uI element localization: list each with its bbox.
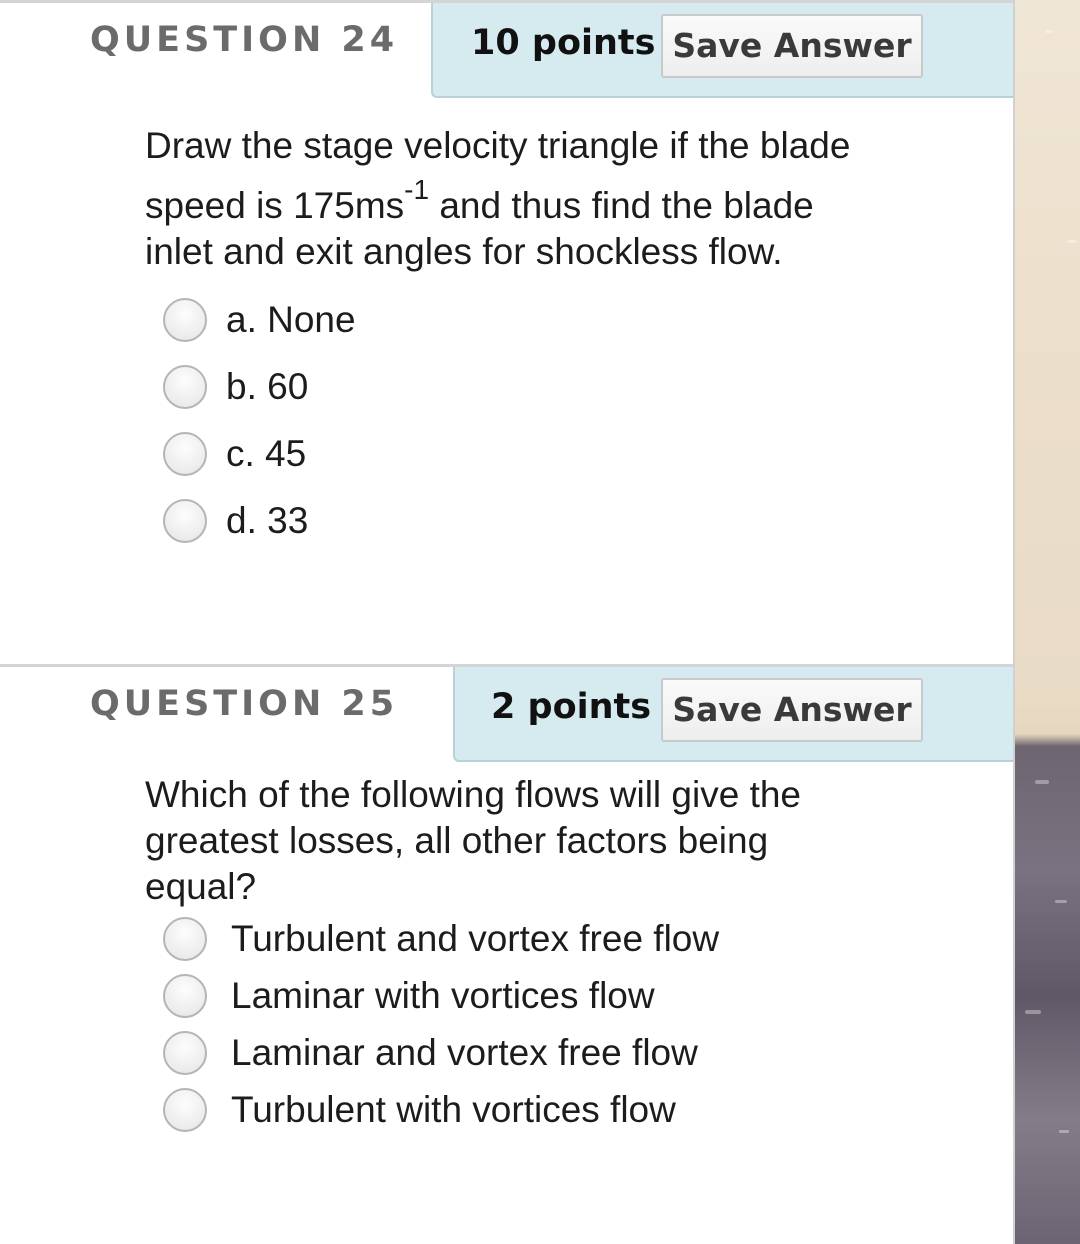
question-text-line: equal? <box>145 866 257 907</box>
answer-option[interactable] <box>163 916 719 962</box>
radio-button[interactable] <box>163 1088 207 1132</box>
save-answer-button[interactable]: Save Answer <box>661 14 923 78</box>
option-label[interactable]: d. 33 <box>226 500 309 541</box>
option-label[interactable]: Turbulent with vortices flow <box>231 1089 676 1130</box>
background-photo <box>1015 0 1080 1244</box>
answer-option[interactable] <box>163 973 655 1019</box>
question-number: QUESTION 24 <box>90 20 399 60</box>
radio-button[interactable] <box>163 365 207 409</box>
radio-button[interactable] <box>163 499 207 543</box>
points-label: 10 points <box>471 23 656 63</box>
option-label[interactable]: b. 60 <box>226 366 309 407</box>
points-label: 2 points <box>491 687 652 727</box>
answer-option[interactable] <box>163 498 308 544</box>
question-text-line: Which of the following flows will give the <box>145 774 802 815</box>
answer-option[interactable] <box>163 1030 698 1076</box>
save-answer-button[interactable]: Save Answer <box>661 678 923 742</box>
question-text <box>145 123 925 275</box>
question-number: QUESTION 25 <box>90 684 399 724</box>
superscript-exponent: -1 <box>404 173 430 205</box>
question-text-line: inlet and exit angles for shockless flow. <box>145 231 783 272</box>
answer-option[interactable] <box>163 431 306 477</box>
question-text <box>145 772 925 910</box>
question-25 <box>0 664 1013 1244</box>
option-label[interactable]: c. 45 <box>226 433 307 474</box>
radio-button[interactable] <box>163 974 207 1018</box>
option-label[interactable]: a. None <box>226 299 356 340</box>
option-label[interactable]: Turbulent and vortex free flow <box>231 918 720 959</box>
answer-option[interactable] <box>163 297 356 343</box>
answer-option[interactable] <box>163 1087 676 1133</box>
question-text-fragment: speed is 175ms <box>145 185 405 226</box>
radio-button[interactable] <box>163 432 207 476</box>
option-label[interactable]: Laminar with vortices flow <box>231 975 655 1016</box>
question-header <box>431 3 1013 98</box>
option-label[interactable]: Laminar and vortex free flow <box>231 1032 698 1073</box>
radio-button[interactable] <box>163 917 207 961</box>
question-text-fragment: and thus find the blade <box>429 185 814 226</box>
radio-button[interactable] <box>163 1031 207 1075</box>
radio-button[interactable] <box>163 298 207 342</box>
question-text-line: Draw the stage velocity triangle if the blade <box>145 125 851 166</box>
question-text-line <box>145 173 925 229</box>
answer-option[interactable] <box>163 364 308 410</box>
question-text-line: greatest losses, all other factors being <box>145 820 769 861</box>
question-header <box>453 667 1013 762</box>
